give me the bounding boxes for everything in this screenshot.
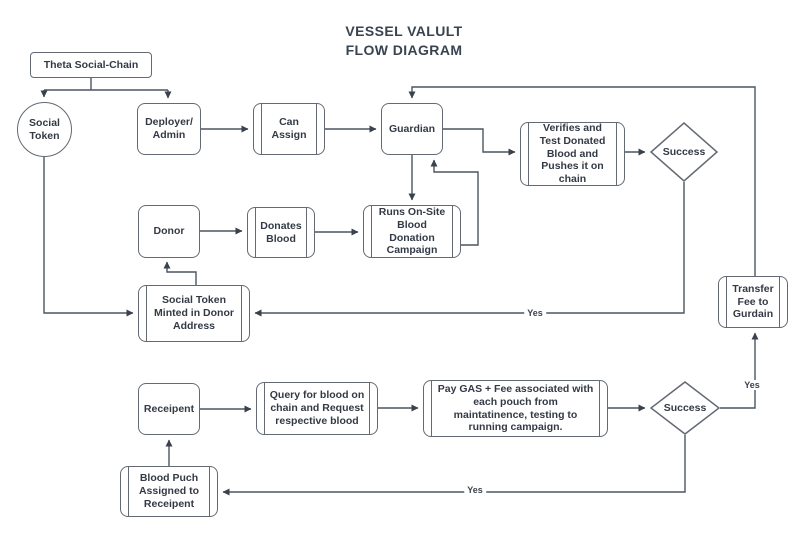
- decision-success-1: [650, 122, 718, 182]
- edge-theta-split: [44, 78, 168, 90]
- node-runs-campaign: [363, 205, 461, 258]
- node-can-assign-label: Can Assign: [271, 116, 307, 141]
- node-blood-puch-assigned: [120, 466, 218, 517]
- node-donates-blood-label: Donates Blood: [260, 219, 302, 245]
- edge-social-token-to-minted: [44, 156, 133, 313]
- node-guardian: [381, 103, 443, 155]
- node-donor: [138, 205, 200, 258]
- node-theta-social-chain: [30, 52, 152, 78]
- node-guardian-label: Guardian: [388, 122, 436, 135]
- node-can-assign: [253, 103, 325, 155]
- node-receipent-label: Receipent: [143, 402, 195, 415]
- node-verifies-donated-blood-label: Verifies and Test Donated Blood and Pushes it on chain: [539, 122, 606, 186]
- node-pay-gas-fee: [423, 380, 608, 437]
- decision-success-2: [650, 381, 720, 435]
- node-query-blood: [256, 382, 378, 435]
- node-query-blood-label: Query for blood on chain and Request respective blood: [269, 389, 365, 427]
- edge-minted-to-donor: [167, 262, 196, 285]
- node-runs-campaign-label: Runs On-Site Blood Donation Campaign: [378, 205, 446, 257]
- node-social-token-minted: [138, 285, 250, 342]
- page-title-line2: FLOW DIAGRAM: [345, 41, 463, 58]
- edge-label-yes-success1: Yes: [524, 308, 546, 318]
- decision-success-2-label: Success: [663, 402, 707, 414]
- decision-success-1-label: Success: [662, 146, 706, 158]
- node-transfer-fee-label: Transfer Fee to Gurdain: [732, 282, 774, 321]
- node-blood-puch-assigned-label: Blood Puch Assigned to Receipent: [138, 472, 200, 510]
- edge-guardian-to-verifies: [443, 129, 515, 152]
- edge-label-yes-success2-transfer: Yes: [741, 380, 763, 390]
- node-donates-blood: [247, 207, 315, 258]
- node-social-token-label: Social Token: [29, 116, 60, 142]
- node-social-token: [17, 102, 72, 157]
- edge-success2-to-transfer: [720, 333, 755, 408]
- edge-success2-to-blood-puch: [223, 435, 685, 492]
- edge-success1-to-minted: [255, 182, 684, 313]
- node-pay-gas-fee-label: Pay GAS + Fee associated with each pouch from maintatinence, testing to running campaign.: [437, 382, 594, 434]
- node-social-token-minted-label: Social Token Minted in Donor Address: [154, 294, 234, 332]
- node-donor-label: Donor: [153, 225, 185, 238]
- node-deployer-admin-label: Deployer/ Admin: [145, 116, 193, 141]
- edge-label-yes-success2-blood-puch: Yes: [464, 485, 486, 495]
- node-transfer-fee: [718, 276, 788, 328]
- node-deployer-admin: [137, 103, 201, 155]
- node-verifies-donated-blood: [520, 122, 625, 186]
- node-receipent: [138, 383, 200, 435]
- page-title-line1: VESSEL VALULT: [345, 23, 463, 39]
- node-theta-social-chain-label: Theta Social-Chain: [43, 58, 139, 71]
